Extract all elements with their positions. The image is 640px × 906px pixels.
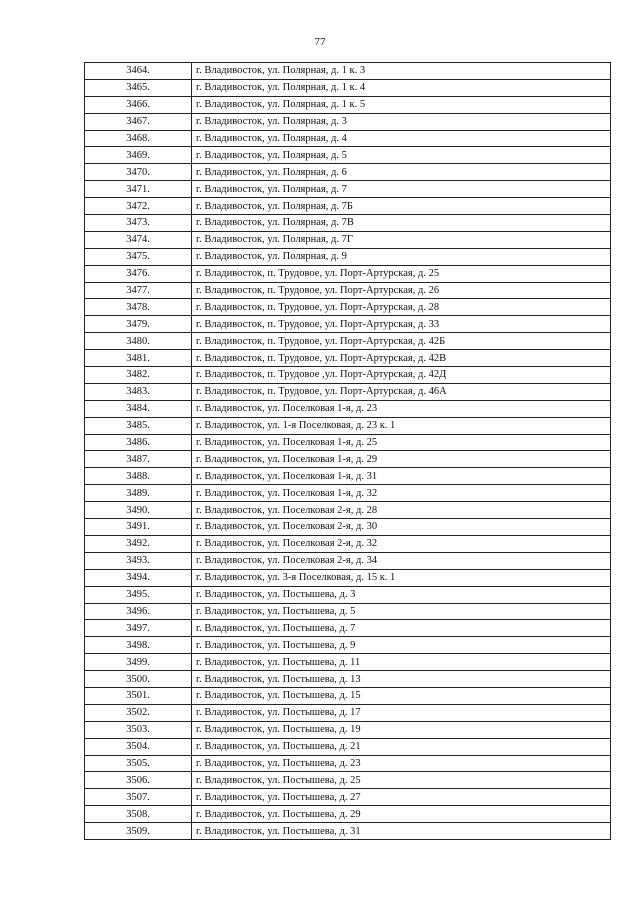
table-row	[85, 181, 611, 198]
row-number-cell: 3494.	[85, 569, 192, 586]
row-number-cell: 3470.	[85, 164, 192, 181]
table-row	[85, 198, 611, 215]
table-row	[85, 79, 611, 96]
row-number-cell: 3472.	[85, 198, 192, 215]
table-row	[85, 789, 611, 806]
address-cell: г. Владивосток, ул. Полярная, д. 1 к. 4	[192, 79, 611, 96]
row-number-cell: 3508.	[85, 806, 192, 823]
row-number-cell: 3509.	[85, 823, 192, 840]
address-cell: г. Владивосток, ул. Поселковая 1-я, д. 29	[192, 451, 611, 468]
address-cell: г. Владивосток, ул. Полярная, д. 7	[192, 181, 611, 198]
table-row	[85, 63, 611, 80]
table-row	[85, 451, 611, 468]
row-number-cell: 3465.	[85, 79, 192, 96]
address-cell: г. Владивосток, ул. Постышева, д. 27	[192, 789, 611, 806]
row-number-cell: 3484.	[85, 400, 192, 417]
address-cell: г. Владивосток, ул. Поселковая 1-я, д. 31	[192, 468, 611, 485]
row-number-cell: 3501.	[85, 687, 192, 704]
row-number-cell: 3500.	[85, 671, 192, 688]
address-cell: г. Владивосток, ул. Постышева, д. 19	[192, 721, 611, 738]
address-cell: г. Владивосток, п. Трудовое, ул. Порт-Артурская, д. 33	[192, 316, 611, 333]
row-number-cell: 3471.	[85, 181, 192, 198]
table-row	[85, 806, 611, 823]
table-row	[85, 231, 611, 248]
address-cell: г. Владивосток, п. Трудовое, ул. Порт-Артурская, д. 42В	[192, 350, 611, 367]
address-cell: г. Владивосток, п. Трудовое, ул. Порт-Артурская, д. 26	[192, 282, 611, 299]
row-number-cell: 3474.	[85, 231, 192, 248]
address-cell: г. Владивосток, ул. Постышева, д. 17	[192, 704, 611, 721]
address-cell: г. Владивосток, ул. Постышева, д. 9	[192, 637, 611, 654]
row-number-cell: 3488.	[85, 468, 192, 485]
address-cell: г. Владивосток, ул. Полярная, д. 1 к. 5	[192, 96, 611, 113]
table-row	[85, 502, 611, 519]
table-row	[85, 671, 611, 688]
row-number-cell: 3473.	[85, 215, 192, 232]
row-number-cell: 3477.	[85, 282, 192, 299]
table-row	[85, 654, 611, 671]
address-cell: г. Владивосток, ул. Поселковая 2-я, д. 28	[192, 502, 611, 519]
row-number-cell: 3486.	[85, 434, 192, 451]
row-number-cell: 3482.	[85, 367, 192, 384]
table-row	[85, 316, 611, 333]
row-number-cell: 3479.	[85, 316, 192, 333]
table-row	[85, 704, 611, 721]
row-number-cell: 3497.	[85, 620, 192, 637]
row-number-cell: 3492.	[85, 535, 192, 552]
table-row	[85, 772, 611, 789]
row-number-cell: 3506.	[85, 772, 192, 789]
table-row	[85, 535, 611, 552]
table-row	[85, 823, 611, 840]
table-row	[85, 333, 611, 350]
table-row	[85, 147, 611, 164]
address-table-body	[85, 63, 611, 840]
row-number-cell: 3481.	[85, 350, 192, 367]
table-row	[85, 113, 611, 130]
address-cell: г. Владивосток, ул. 1-я Поселковая, д. 23 к. 1	[192, 417, 611, 434]
address-cell: г. Владивосток, п. Трудовое, ул. Порт-Артурская, д. 25	[192, 265, 611, 282]
row-number-cell: 3480.	[85, 333, 192, 350]
table-row	[85, 282, 611, 299]
row-number-cell: 3475.	[85, 248, 192, 265]
address-cell: г. Владивосток, п. Трудовое, ул. Порт-Артурская, д. 42Б	[192, 333, 611, 350]
address-cell: г. Владивосток, ул. Поселковая 2-я, д. 30	[192, 519, 611, 536]
row-number-cell: 3505.	[85, 755, 192, 772]
address-cell: г. Владивосток, п. Трудовое, ул. Порт-Артурская, д. 46А	[192, 383, 611, 400]
page-number: 77	[314, 36, 326, 48]
table-row	[85, 299, 611, 316]
table-row	[85, 552, 611, 569]
address-cell: г. Владивосток, ул. Полярная, д. 6	[192, 164, 611, 181]
table-row	[85, 367, 611, 384]
table-row	[85, 519, 611, 536]
table-row	[85, 215, 611, 232]
table-row	[85, 164, 611, 181]
row-number-cell: 3478.	[85, 299, 192, 316]
row-number-cell: 3485.	[85, 417, 192, 434]
address-cell: г. Владивосток, ул. Постышева, д. 21	[192, 738, 611, 755]
address-cell: г. Владивосток, ул. Постышева, д. 29	[192, 806, 611, 823]
row-number-cell: 3469.	[85, 147, 192, 164]
address-cell: г. Владивосток, п. Трудовое ,ул. Порт-Артурская, д. 42Д	[192, 367, 611, 384]
table-row	[85, 400, 611, 417]
address-cell: г. Владивосток, ул. Постышева, д. 31	[192, 823, 611, 840]
row-number-cell: 3468.	[85, 130, 192, 147]
table-row	[85, 383, 611, 400]
row-number-cell: 3502.	[85, 704, 192, 721]
table-row	[85, 130, 611, 147]
address-cell: г. Владивосток, ул. Поселковая 1-я, д. 25	[192, 434, 611, 451]
address-cell: г. Владивосток, ул. Полярная, д. 7Б	[192, 198, 611, 215]
table-row	[85, 586, 611, 603]
address-cell: г. Владивосток, ул. Полярная, д. 7Г	[192, 231, 611, 248]
address-cell: г. Владивосток, ул. Постышева, д. 15	[192, 687, 611, 704]
row-number-cell: 3487.	[85, 451, 192, 468]
row-number-cell: 3466.	[85, 96, 192, 113]
table-row	[85, 434, 611, 451]
address-cell: г. Владивосток, ул. Поселковая 2-я, д. 34	[192, 552, 611, 569]
table-row	[85, 485, 611, 502]
table-row	[85, 738, 611, 755]
row-number-cell: 3504.	[85, 738, 192, 755]
table-row	[85, 620, 611, 637]
address-cell: г. Владивосток, ул. 3-я Поселковая, д. 15 к. 1	[192, 569, 611, 586]
address-cell: г. Владивосток, ул. Полярная, д. 4	[192, 130, 611, 147]
table-row	[85, 248, 611, 265]
row-number-cell: 3491.	[85, 519, 192, 536]
table-row	[85, 637, 611, 654]
address-cell: г. Владивосток, ул. Постышева, д. 11	[192, 654, 611, 671]
address-cell: г. Владивосток, ул. Полярная, д. 7В	[192, 215, 611, 232]
table-row	[85, 603, 611, 620]
row-number-cell: 3464.	[85, 63, 192, 80]
address-cell: г. Владивосток, ул. Постышева, д. 7	[192, 620, 611, 637]
row-number-cell: 3498.	[85, 637, 192, 654]
address-cell: г. Владивосток, ул. Постышева, д. 5	[192, 603, 611, 620]
row-number-cell: 3503.	[85, 721, 192, 738]
address-cell: г. Владивосток, ул. Полярная, д. 9	[192, 248, 611, 265]
row-number-cell: 3507.	[85, 789, 192, 806]
row-number-cell: 3493.	[85, 552, 192, 569]
table-row	[85, 468, 611, 485]
address-cell: г. Владивосток, п. Трудовое, ул. Порт-Артурская, д. 28	[192, 299, 611, 316]
table-row	[85, 755, 611, 772]
row-number-cell: 3476.	[85, 265, 192, 282]
table-row	[85, 569, 611, 586]
address-cell: г. Владивосток, ул. Постышева, д. 3	[192, 586, 611, 603]
address-cell: г. Владивосток, ул. Полярная, д. 3	[192, 113, 611, 130]
address-cell: г. Владивосток, ул. Поселковая 2-я, д. 32	[192, 535, 611, 552]
address-cell: г. Владивосток, ул. Поселковая 1-я, д. 32	[192, 485, 611, 502]
address-cell: г. Владивосток, ул. Полярная, д. 5	[192, 147, 611, 164]
table-row	[85, 687, 611, 704]
row-number-cell: 3483.	[85, 383, 192, 400]
row-number-cell: 3490.	[85, 502, 192, 519]
table-row	[85, 721, 611, 738]
table-row	[85, 96, 611, 113]
row-number-cell: 3495.	[85, 586, 192, 603]
table-row	[85, 350, 611, 367]
address-cell: г. Владивосток, ул. Постышева, д. 23	[192, 755, 611, 772]
row-number-cell: 3489.	[85, 485, 192, 502]
address-cell: г. Владивосток, ул. Постышева, д. 25	[192, 772, 611, 789]
address-cell: г. Владивосток, ул. Поселковая 1-я, д. 23	[192, 400, 611, 417]
row-number-cell: 3496.	[85, 603, 192, 620]
table-row	[85, 265, 611, 282]
address-cell: г. Владивосток, ул. Полярная, д. 1 к. 3	[192, 63, 611, 80]
row-number-cell: 3467.	[85, 113, 192, 130]
address-cell: г. Владивосток, ул. Постышева, д. 13	[192, 671, 611, 688]
address-table	[84, 62, 611, 840]
row-number-cell: 3499.	[85, 654, 192, 671]
table-row	[85, 417, 611, 434]
